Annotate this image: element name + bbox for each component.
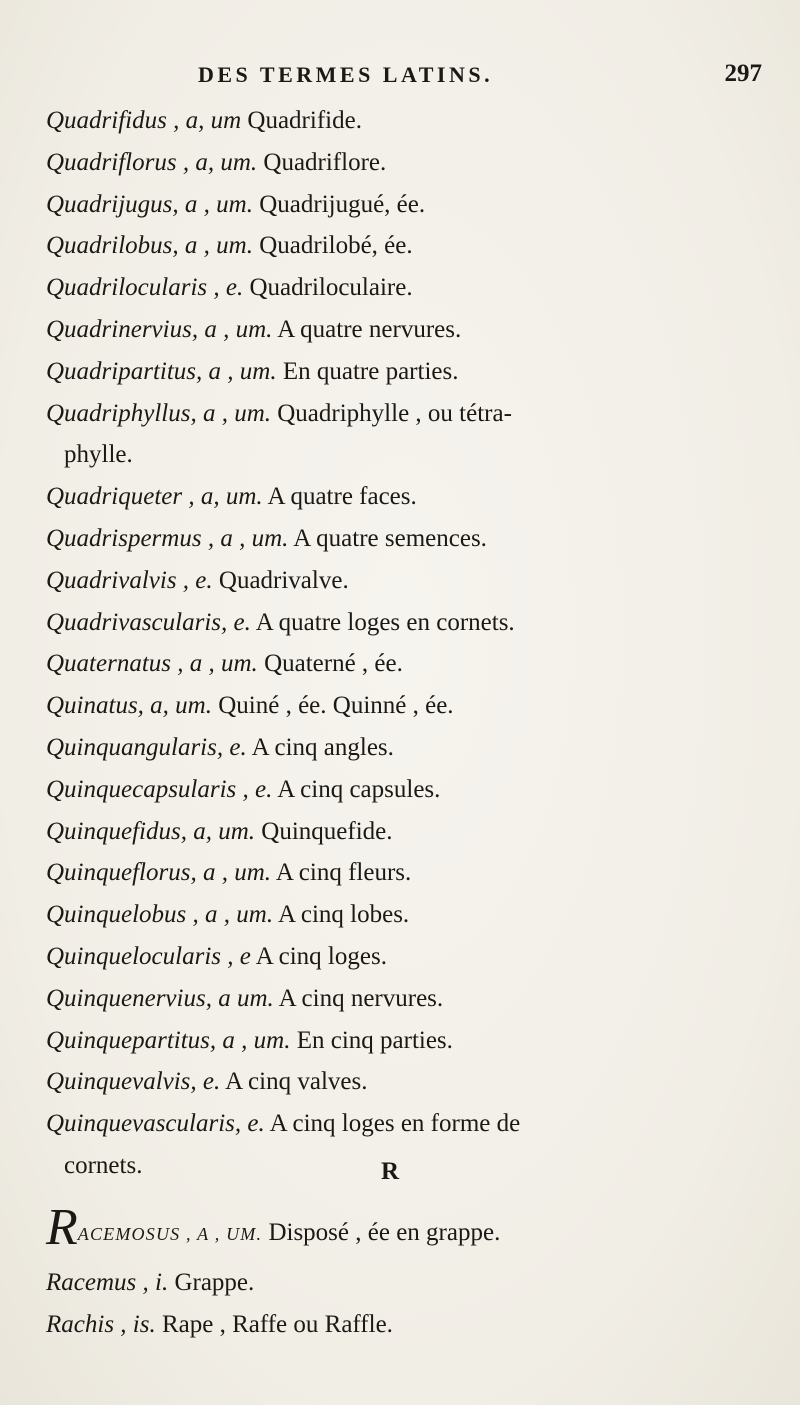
page-number: 297 <box>724 60 762 87</box>
french-definition: Quaterné , ée. <box>257 650 403 678</box>
drop-cap: R <box>46 1199 78 1256</box>
latin-term: Quinatus, a, um. <box>46 692 212 720</box>
glossary-entry <box>46 727 766 769</box>
french-definition: A quatre loges en cornets. <box>250 608 515 636</box>
glossary-entry <box>46 769 766 811</box>
french-definition: Quadriphylle , ou tétra- <box>271 399 512 427</box>
french-definition: A cinq loges. <box>250 942 387 970</box>
section-letter-heading: R <box>380 1158 400 1185</box>
french-definition: Quinquefide. <box>255 817 393 845</box>
glossary-entry <box>46 518 766 560</box>
latin-term: Quaternatus , a , um. <box>46 650 258 678</box>
french-definition: Quadrijugué, ée. <box>252 190 426 218</box>
glossary-entry <box>46 476 766 518</box>
french-definition: Quiné , ée. Quinné , ée. <box>211 692 454 720</box>
french-definition: Quadrivalve. <box>212 566 349 594</box>
french-definition: A cinq fleurs. <box>271 859 412 887</box>
french-definition: Quadriflore. <box>257 148 387 176</box>
latin-term: Quadrispermus , a , um. <box>46 524 289 552</box>
french-definition: A quatre nervures. <box>272 315 462 343</box>
latin-term: Quinquenervius, a um. <box>46 984 274 1012</box>
latin-term: Quinquangularis, e. <box>46 733 247 761</box>
glossary-entry <box>46 184 766 226</box>
latin-term: Quadripartitus, a , um. <box>46 357 277 385</box>
latin-term: Quadrivascularis, e. <box>46 608 251 636</box>
glossary-entry <box>46 685 766 727</box>
french-definition: Grappe. <box>168 1269 255 1296</box>
glossary-entry <box>46 978 766 1020</box>
french-definition-continuation: cornets. <box>64 1151 143 1179</box>
glossary-entry <box>46 852 766 894</box>
glossary-entry <box>46 225 766 267</box>
latin-term: Quinquevalvis, e. <box>46 1068 221 1096</box>
latin-term: Quinquevascularis, e. <box>46 1110 265 1138</box>
glossary-list-q <box>46 100 766 1187</box>
french-definition: Quadriloculaire. <box>243 274 413 302</box>
french-definition: A cinq angles. <box>246 733 394 761</box>
french-definition: A quatre faces. <box>262 483 417 511</box>
latin-term: Quadriqueter , a, um. <box>46 483 263 511</box>
french-definition: A cinq nervures. <box>273 984 444 1012</box>
latin-term: Quadrijugus, a , um. <box>46 190 253 218</box>
latin-term: Racemus , i. <box>46 1269 169 1296</box>
glossary-entry <box>46 267 766 309</box>
latin-term: Quinquelocularis , e <box>46 942 251 970</box>
latin-term: Quadrilocularis , e. <box>46 274 244 302</box>
latin-term: Quinquelobus , a , um. <box>46 901 274 929</box>
glossary-entry <box>46 1020 766 1062</box>
french-definition: Disposé , ée en grappe. <box>262 1219 501 1246</box>
glossary-list-r <box>46 1262 766 1346</box>
glossary-entry <box>46 351 766 393</box>
glossary-entry <box>46 643 766 685</box>
french-definition-continuation: phylle. <box>64 441 133 469</box>
latin-term: ACEMOSUS , A , UM. <box>77 1224 263 1244</box>
glossary-entry-with-dropcap <box>46 1199 766 1256</box>
glossary-entry <box>46 1061 766 1103</box>
glossary-entry <box>46 100 766 142</box>
french-definition: A cinq capsules. <box>272 775 441 803</box>
latin-term: Quadrilobus, a , um. <box>46 232 253 260</box>
french-definition: Rape , Raffe ou Raffle. <box>155 1310 393 1338</box>
running-title: DES TERMES LATINS. <box>198 62 494 87</box>
glossary-entry <box>46 1304 766 1346</box>
latin-term: Quadrivalvis , e. <box>46 566 213 594</box>
french-definition: En quatre parties. <box>276 357 459 385</box>
latin-term: Quadriflorus , a, um. <box>46 148 258 176</box>
french-definition: Quadrifide. <box>241 107 362 134</box>
french-definition: A quatre semences. <box>288 524 487 552</box>
french-definition: Quadrilobé, ée. <box>252 232 413 260</box>
glossary-entry <box>46 393 766 477</box>
glossary-entry <box>46 309 766 351</box>
french-definition: A cinq valves. <box>220 1068 368 1096</box>
latin-term: Quinqueflorus, a , um. <box>46 859 271 887</box>
latin-term: Rachis , is. <box>46 1310 156 1338</box>
latin-term: Quadriphyllus, a , um. <box>46 399 271 427</box>
glossary-entry <box>46 1262 766 1304</box>
latin-term: Quadrifidus , a, um <box>46 107 242 134</box>
french-definition: En cinq parties. <box>290 1026 453 1054</box>
glossary-entry <box>46 894 766 936</box>
french-definition: A cinq loges en forme de <box>264 1110 521 1138</box>
glossary-entry <box>46 811 766 853</box>
glossary-entry <box>46 560 766 602</box>
french-definition: A cinq lobes. <box>273 901 410 929</box>
glossary-entry <box>46 602 766 644</box>
latin-term: Quinquepartitus, a , um. <box>46 1026 291 1054</box>
latin-term: Quadrinervius, a , um. <box>46 315 273 343</box>
glossary-entry <box>46 142 766 184</box>
glossary-entry <box>46 936 766 978</box>
latin-term: Quinquecapsularis , e. <box>46 775 273 803</box>
latin-term: Quinquefidus, a, um. <box>46 817 256 845</box>
